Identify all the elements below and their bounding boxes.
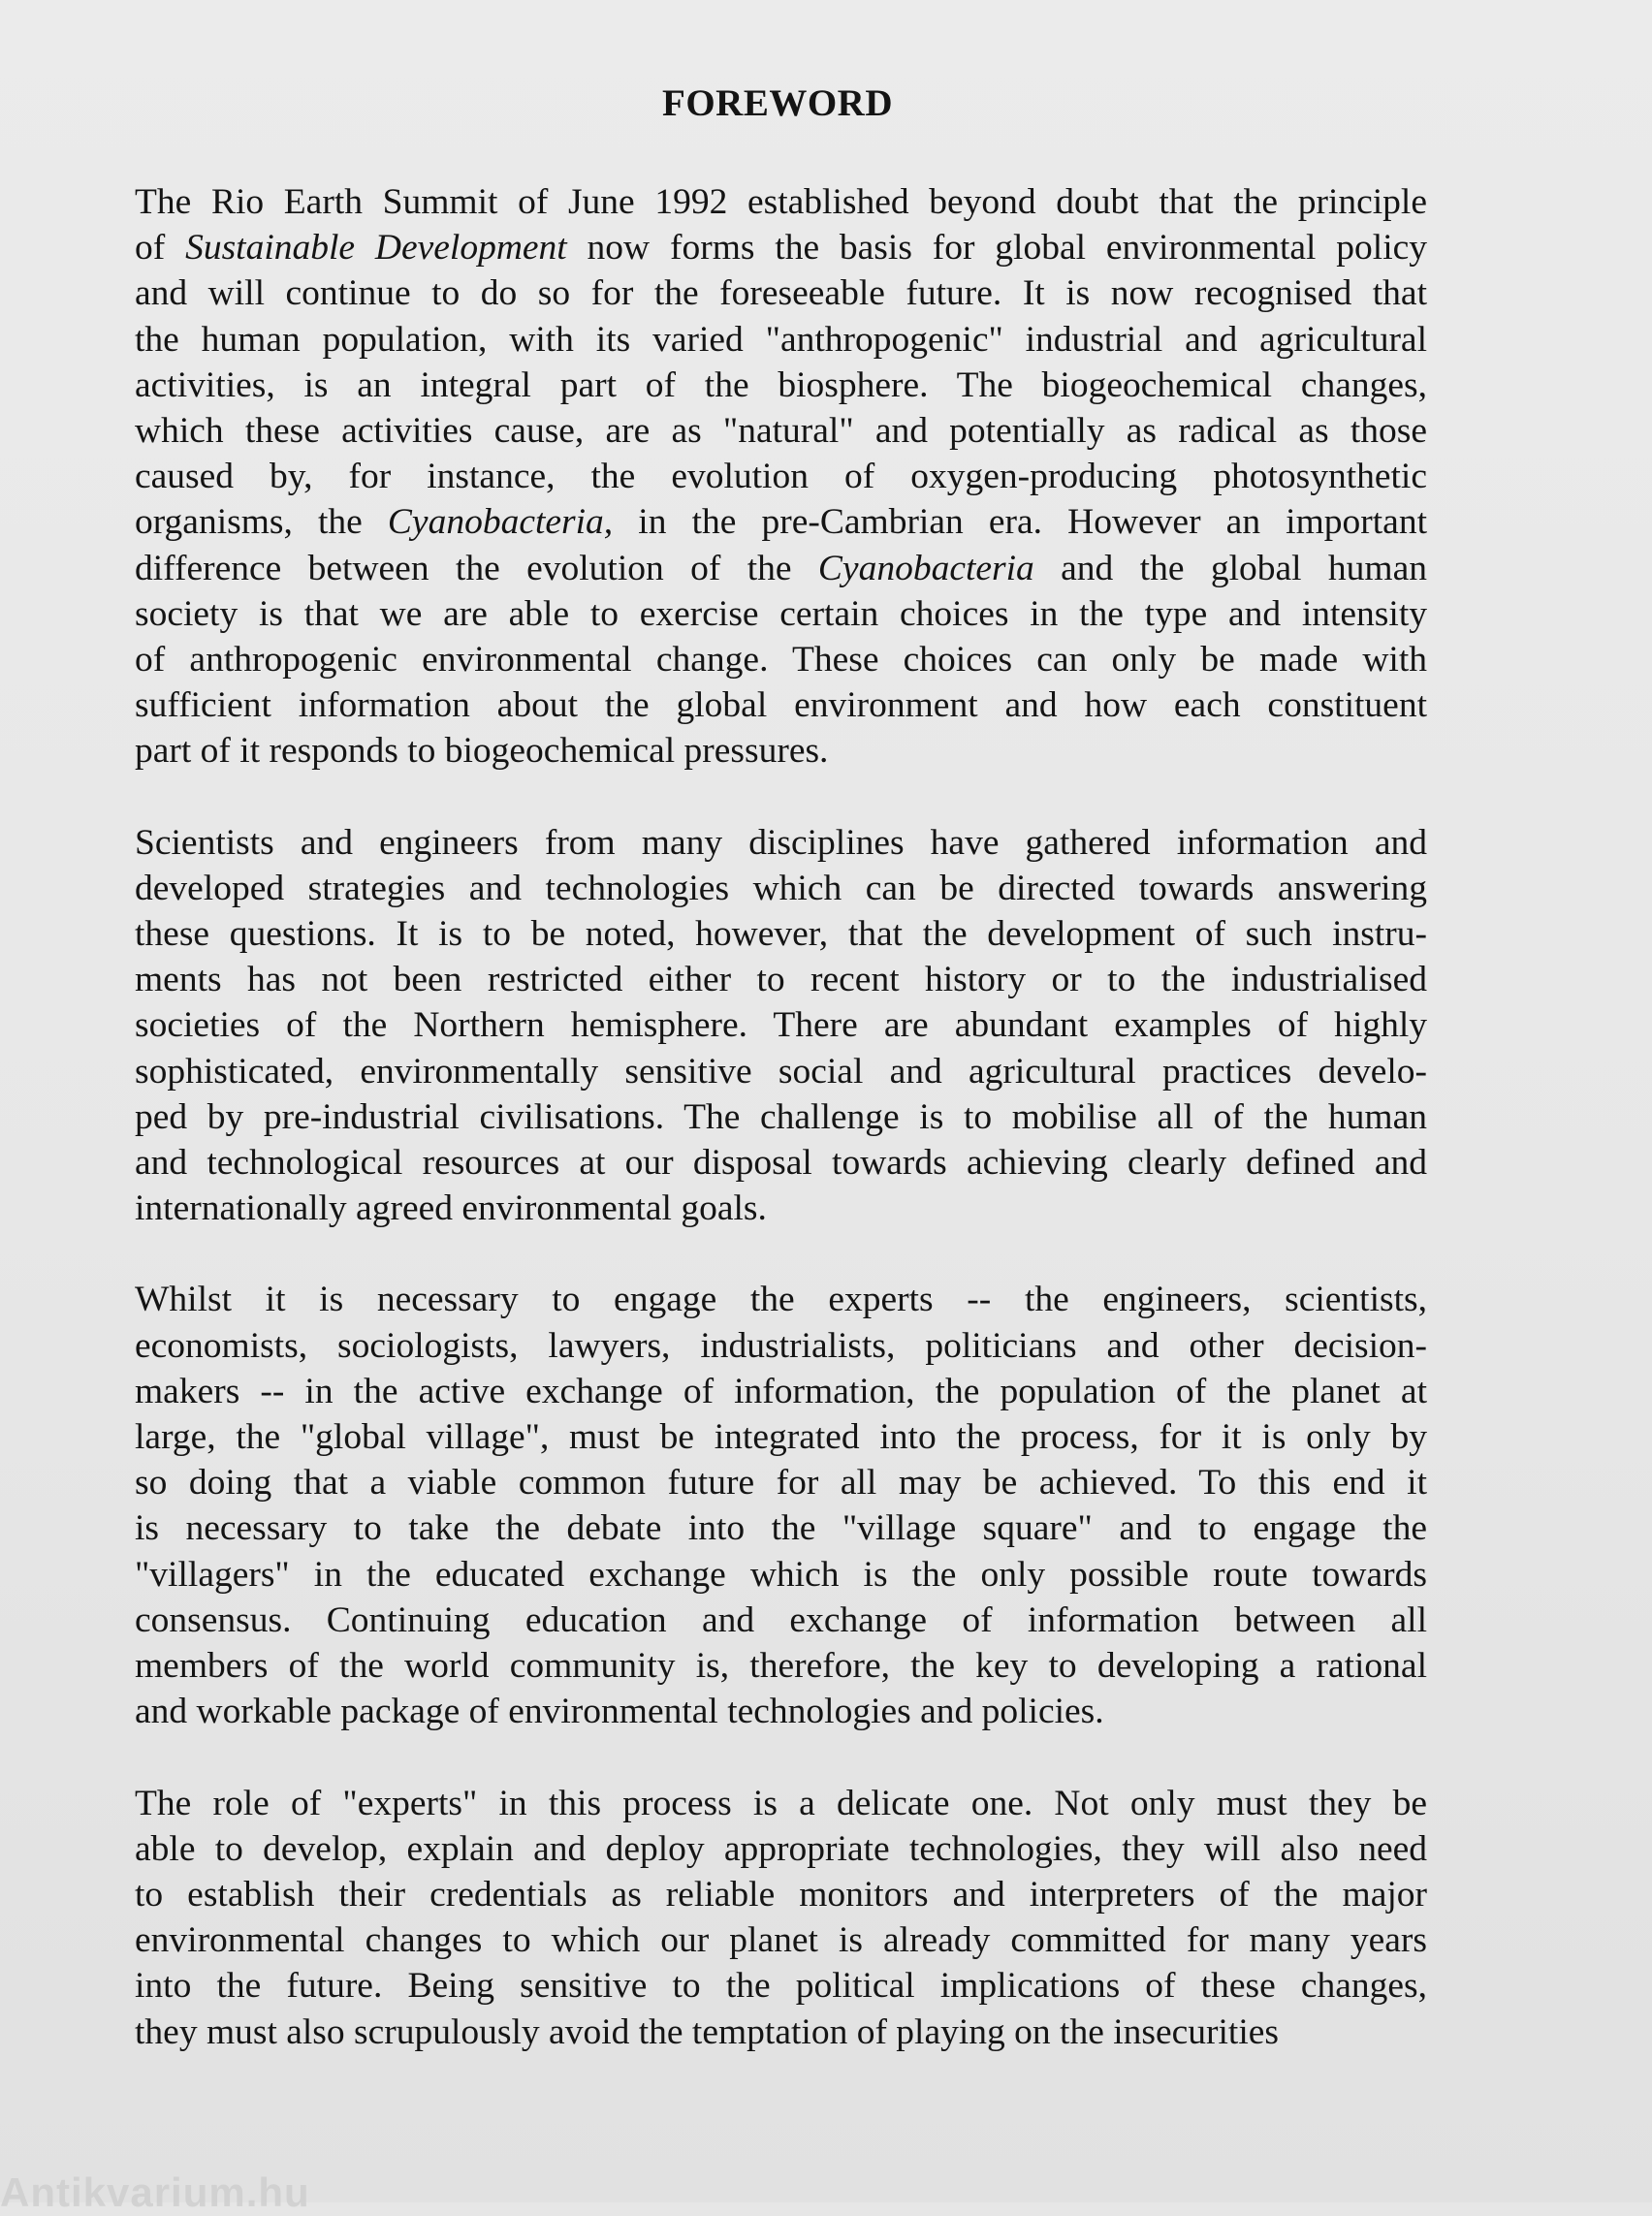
text-segment: caused by, for instance, the evolution of oxygen-producing photosynthetic: [135, 457, 1427, 497]
text-segment: these questions. It is to be noted, however, that the development of such instru-: [135, 914, 1427, 955]
text-segment: the human population, with its varied "anthropogenic" industrial and agricultural: [135, 319, 1427, 360]
text-line: [135, 637, 1427, 682]
text-segment: "villagers" in the educated exchange which is the only possible route towards: [135, 1554, 1427, 1595]
text-line: [135, 1552, 1427, 1598]
text-segment: The Rio Earth Summit of June 1992 established beyond doubt that the principle: [135, 182, 1427, 222]
text-segment: sophisticated, environmentally sensitive social and agricultural practices develo-: [135, 1051, 1427, 1092]
paragraph: [135, 1277, 1427, 1734]
text-line: [135, 1917, 1427, 1963]
text-line: [135, 225, 1427, 270]
text-segment: now forms the basis for global environmental policy: [566, 228, 1428, 269]
text-line: [135, 2010, 1427, 2055]
italic-term: Sustainable Development: [185, 228, 567, 269]
text-line: [135, 317, 1427, 363]
text-line: [135, 591, 1427, 637]
text-line: [135, 1598, 1427, 1643]
text-line: [135, 546, 1427, 591]
text-line: [135, 363, 1427, 408]
text-line: [135, 1460, 1427, 1505]
text-line: [135, 1323, 1427, 1369]
text-line: [135, 1781, 1427, 1826]
text-line: [135, 1872, 1427, 1917]
text-segment: The role of "experts" in this process is a delicate one. Not only must they be: [135, 1783, 1427, 1823]
text-segment: large, the "global village", must be integrated into the process, for it is only by: [135, 1417, 1427, 1458]
text-segment: organisms, the: [135, 502, 388, 543]
text-line: [135, 1643, 1427, 1689]
text-line: [135, 1049, 1427, 1094]
paragraph: [135, 820, 1427, 1232]
text-line: [135, 728, 1427, 774]
watermark: Antikvarium.hu: [0, 2169, 310, 2215]
text-line: [135, 408, 1427, 454]
text-segment: developed strategies and technologies which can be directed towards answering: [135, 868, 1427, 908]
text-line: [135, 866, 1427, 911]
page-title: FOREWORD: [662, 82, 893, 124]
text-segment: and technological resources at our disposal towards achieving clearly defined and: [135, 1143, 1427, 1184]
text-segment: and the global human: [1033, 548, 1427, 588]
text-segment: Whilst it is necessary to engage the experts -- the engineers, scientists,: [135, 1280, 1427, 1320]
text-segment: difference between the evolution of the: [135, 548, 818, 588]
text-segment: economists, sociologists, lawyers, industrialists, politicians and other decision-: [135, 1325, 1427, 1366]
text-segment: of: [135, 228, 186, 269]
text-line: [135, 1826, 1427, 1872]
text-segment: able to develop, explain and deploy appropriate technologies, they will also need: [135, 1828, 1427, 1869]
text-segment: which these activities cause, are as "natural" and potentially as radical as those: [135, 411, 1427, 452]
text-segment: consensus. Continuing education and exchange of information between all: [135, 1599, 1427, 1640]
text-line: [135, 1505, 1427, 1551]
paragraph: [135, 1781, 1427, 2055]
text-segment: is necessary to take the debate into the "village square" and to engage the: [135, 1508, 1427, 1549]
text-segment: makers -- in the active exchange of information, the population of the planet at: [135, 1371, 1427, 1411]
text-segment: sufficient information about the global environment and how each constituent: [135, 685, 1427, 726]
text-line: [135, 682, 1427, 728]
text-segment: environmental changes to which our planet is already committed for many years: [135, 1920, 1427, 1961]
text-line: [135, 454, 1427, 499]
paragraph: [135, 179, 1427, 775]
text-line: [135, 1414, 1427, 1460]
foreword-body: [135, 179, 1427, 2101]
text-segment: ped by pre-industrial civilisations. The challenge is to mobilise all of the human: [135, 1096, 1427, 1137]
text-segment: society is that we are able to exercise certain choices in the type and intensity: [135, 593, 1427, 634]
text-segment: so doing that a viable common future for all may be achieved. To this end it: [135, 1463, 1427, 1504]
text-line: [135, 1689, 1427, 1734]
text-line: [135, 1186, 1427, 1231]
text-line: [135, 270, 1427, 316]
text-line: [135, 820, 1427, 866]
text-segment: they must also scrupulously avoid the temptation of playing on the insecurities: [135, 2011, 1280, 2052]
text-line: [135, 1277, 1427, 1322]
text-line: [135, 957, 1427, 1002]
text-line: [135, 1094, 1427, 1140]
text-segment: activities, is an integral part of the biosphere. The biogeochemical changes,: [135, 364, 1427, 405]
text-line: [135, 911, 1427, 957]
text-segment: societies of the Northern hemisphere. There are abundant examples of highly: [135, 1005, 1427, 1046]
text-segment: internationally agreed environmental goals.: [135, 1188, 767, 1229]
text-line: [135, 1140, 1427, 1186]
text-segment: in the pre-Cambrian era. However an important: [613, 502, 1427, 543]
text-line: [135, 1963, 1427, 2009]
text-line: [135, 499, 1427, 545]
italic-term: Cyanobacteria: [817, 548, 1034, 588]
text-segment: part of it responds to biogeochemical pressures.: [135, 731, 829, 772]
text-segment: Scientists and engineers from many disciplines have gathered information and: [135, 822, 1427, 863]
italic-term: Cyanobacteria,: [387, 502, 614, 543]
text-segment: and will continue to do so for the foreseeable future. It is now recognised that: [135, 273, 1427, 314]
text-segment: members of the world community is, therefore, the key to developing a rational: [135, 1646, 1427, 1687]
text-segment: to establish their credentials as reliable monitors and interpreters of the major: [135, 1874, 1427, 1915]
text-line: [135, 179, 1427, 225]
text-segment: and workable package of environmental technologies and policies.: [135, 1692, 1104, 1732]
text-segment: ments has not been restricted either to recent history or to the industrialised: [135, 960, 1427, 1000]
text-line: [135, 1002, 1427, 1048]
text-segment: of anthropogenic environmental change. These choices can only be made with: [135, 640, 1427, 681]
text-segment: into the future. Being sensitive to the political implications of these changes,: [135, 1966, 1427, 2007]
text-line: [135, 1369, 1427, 1414]
